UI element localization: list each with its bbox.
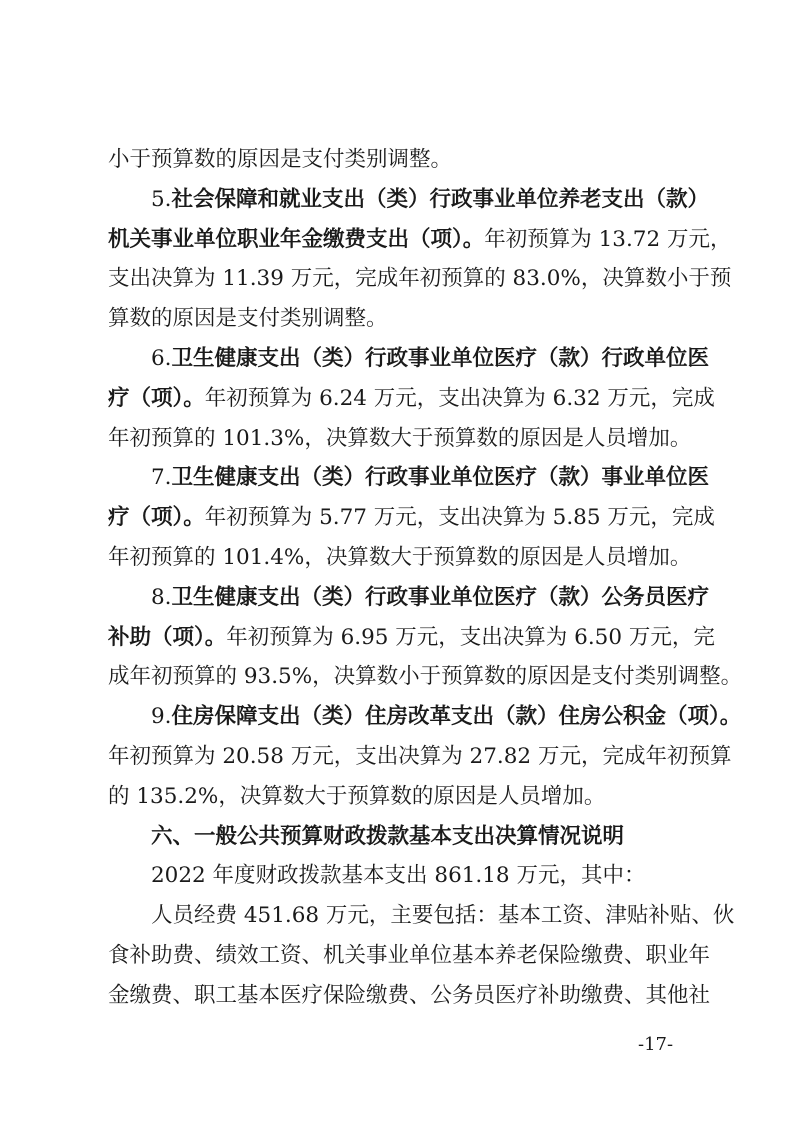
text-run: 小于预算数的原因是支付类别调整。 bbox=[108, 147, 453, 172]
paragraph-6-heading-line bbox=[108, 339, 710, 379]
section-heading bbox=[108, 817, 692, 857]
text-run: 年初预算为 6.95 万元，支出决算为 6.50 万元，完 bbox=[226, 624, 715, 650]
item-number: 5. bbox=[151, 186, 172, 212]
bold-heading-run: 补助（项）。 bbox=[108, 624, 227, 650]
text-line bbox=[108, 657, 743, 697]
bold-heading-run: 疗（项）。 bbox=[108, 505, 205, 531]
item-number: 7. bbox=[151, 465, 172, 491]
paragraph-5-heading-line bbox=[108, 180, 710, 220]
text-line bbox=[108, 777, 692, 817]
text-run: 的 135.2%，决算数大于预算数的原因是人员增加。 bbox=[108, 783, 606, 809]
paragraph-9-heading-line bbox=[108, 697, 742, 737]
bold-heading-run: 卫生健康支出（类）行政事业单位医疗（款）公务员医疗 bbox=[171, 584, 710, 610]
text-run: 年初预算为 6.24 万元，支出决算为 6.32 万元，完成 bbox=[204, 385, 715, 411]
section-heading-text: 六、一般公共预算财政拨款基本支出决算情况说明 bbox=[151, 823, 625, 849]
item-number: 6. bbox=[151, 345, 172, 371]
text-run: 算数的原因是支付类别调整。 bbox=[108, 306, 388, 332]
text-line bbox=[108, 220, 732, 260]
bold-heading-run: 卫生健康支出（类）行政事业单位医疗（款）行政单位医 bbox=[171, 345, 710, 371]
text-line bbox=[108, 140, 692, 180]
text-run: 食补助费、绩效工资、机关事业单位基本养老保险缴费、职业年 bbox=[108, 942, 711, 968]
bold-heading-run: 机关事业单位职业年金缴费支出（项）。 bbox=[108, 226, 485, 252]
text-line bbox=[108, 976, 711, 1016]
text-run: 年初预算的 101.3%，决算数大于预算数的原因是人员增加。 bbox=[108, 425, 692, 451]
text-run: 成年初预算的 93.5%，决算数小于预算数的原因是支付类别调整。 bbox=[108, 664, 743, 690]
text-line bbox=[108, 936, 711, 976]
text-line bbox=[108, 737, 732, 777]
text-line bbox=[108, 896, 735, 936]
text-run: 支出决算为 11.39 万元，完成年初预算的 83.0%，决算数小于预 bbox=[108, 266, 732, 292]
paragraph-8-heading-line bbox=[108, 578, 710, 618]
paragraph-7-heading-line bbox=[108, 458, 710, 498]
text-run: 年初预算为 20.58 万元，支出决算为 27.82 万元，完成年初预算 bbox=[108, 743, 732, 769]
text-run: 金缴费、职工基本医疗保险缴费、公务员医疗补助缴费、其他社 bbox=[108, 982, 711, 1008]
document-body bbox=[108, 140, 743, 1016]
text-run: 年初预算为 13.72 万元， bbox=[484, 226, 732, 252]
text-line bbox=[108, 538, 692, 578]
page-number: -17- bbox=[638, 1034, 674, 1055]
text-line bbox=[108, 259, 732, 299]
text-line bbox=[108, 379, 715, 419]
item-number: 8. bbox=[151, 584, 172, 610]
bold-heading-run: 社会保障和就业支出（类）行政事业单位养老支出（款） bbox=[171, 186, 710, 212]
bold-heading-run: 疗（项）。 bbox=[108, 385, 205, 411]
text-line bbox=[108, 856, 692, 896]
text-line bbox=[108, 618, 715, 658]
text-run: 年初预算的 101.4%，决算数大于预算数的原因是人员增加。 bbox=[108, 544, 692, 570]
text-line bbox=[108, 299, 692, 339]
bold-heading-run: 住房保障支出（类）住房改革支出（款）住房公积金（项）。 bbox=[171, 704, 742, 730]
text-line bbox=[108, 498, 715, 538]
text-run: 2022 年度财政拨款基本支出 861.18 万元，其中： bbox=[151, 863, 646, 889]
text-run: 年初预算为 5.77 万元，支出决算为 5.85 万元，完成 bbox=[204, 505, 715, 531]
text-run: 人员经费 451.68 万元，主要包括：基本工资、津贴补贴、伙 bbox=[151, 903, 735, 929]
bold-heading-run: 卫生健康支出（类）行政事业单位医疗（款）事业单位医 bbox=[171, 465, 710, 491]
item-number: 9. bbox=[151, 704, 172, 730]
text-line bbox=[108, 419, 692, 459]
